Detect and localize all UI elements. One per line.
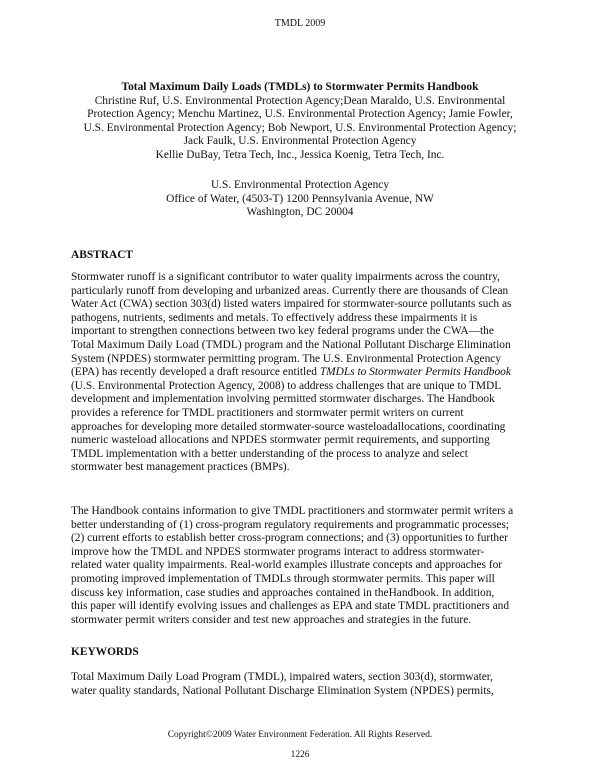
text-line: Total Maximum Daily Load (TMDL) program and the National Pollutant Discharge Elimination — [71, 338, 511, 351]
text-line: stormwater best management practices (BMPs). — [71, 461, 290, 474]
abstract-paragraph-2 — [71, 505, 531, 627]
text-line: improve how the TMDL and NPDES stormwater programs interact to address stormwater- — [71, 545, 485, 558]
author-line: Kellie DuBay, Tetra Tech, Inc., Jessica Koenig, Tetra Tech, Inc. — [155, 148, 445, 161]
text-line: development and implementation involving permitted stormwater discharges. The Handbook — [71, 393, 495, 406]
author-line: U.S. Environmental Protection Agency; Bob Newport, U.S. Environmental Protection Agency; — [83, 121, 517, 134]
text-line: TMDL implementation with a better understanding of the process to analyze and select — [71, 447, 468, 460]
address-line: Washington, DC 20004 — [246, 206, 354, 219]
text-line: (U.S. Environmental Protection Agency, 2008) to address challenges that are unique to TMDL — [71, 379, 502, 392]
address-line: U.S. Environmental Protection Agency — [210, 179, 390, 191]
paper-title: Total Maximum Daily Loads (TMDLs) to Stormwater Permits Handbook — [121, 81, 479, 93]
keywords-paragraph — [71, 671, 531, 698]
text-line: related water quality impairments. Real-world examples illustrate concepts and approaches for — [71, 559, 503, 572]
text-line: The Handbook contains information to give TMDL practitioners and stormwater permit writers a — [71, 505, 514, 517]
text-line: provides a reference for TMDL practitioners and stormwater permit writers on current — [71, 406, 464, 419]
text-line: pathogens, nutrients, sediments and metals. To effectively address these impairments it is — [71, 311, 478, 324]
author-line: Christine Ruf, U.S. Environmental Protection Agency;Dean Maraldo, U.S. Environmental — [94, 94, 506, 107]
page-number: 1226 — [290, 750, 310, 760]
text-line: numeric wasteload allocations and NPDES stormwater permit requirements, and supporting — [71, 434, 490, 447]
author-line: Jack Faulk, U.S. Environmental Protection Agency — [183, 135, 417, 148]
text-line: discuss key information, case studies and approaches contained in theHandbook. In addition, — [71, 586, 495, 599]
text-line: water quality standards, National Pollutant Discharge Elimination System (NPDES) permits, — [71, 684, 494, 697]
text-line: (2) current efforts to establish better cross-program connections; and (3) opportunities to further — [71, 532, 508, 545]
abstract-paragraph-1 — [71, 271, 531, 475]
text-line: promoting improved implementation of TMDLs through stormwater permits. This paper will — [71, 572, 495, 585]
running-header: TMDL 2009 — [274, 18, 326, 29]
title-block — [70, 81, 530, 163]
text-line: important to strengthen connections between two key federal programs under the CWA—the — [71, 325, 494, 338]
text-line: System (NPDES) stormwater permitting program. The U.S. Environmental Protection Agency — [71, 352, 502, 365]
address-block — [70, 179, 530, 220]
abstract-heading: ABSTRACT — [71, 249, 134, 261]
author-line: Protection Agency; Menchu Martinez, U.S. Environmental Protection Agency; Jamie Fowler, — [87, 108, 513, 121]
text-line: better understanding of (1) cross-program regulatory requirements and programmatic processes; — [71, 518, 510, 531]
text-line: Stormwater runoff is a significant contributor to water quality impairments across the country, — [71, 271, 500, 283]
text-line: approaches for developing more detailed stormwater-source wasteloadallocations, coordinating — [71, 420, 506, 433]
text-line: this paper will identify evolving issues and challenges as EPA and state TMDL practitioners and — [71, 600, 510, 613]
text-line: Water Act (CWA) section 303(d) listed waters impaired for stormwater-source pollutants such as — [71, 298, 512, 311]
handbook-title-italic: TMDLs to Stormwater Permits Handbook — [319, 366, 511, 379]
text-line: particularly runoff from developing and urbanized areas. Currently there are thousands of Clean — [71, 284, 509, 297]
copyright-footer: Copyright©2009 Water Environment Federation. All Rights Reserved. — [167, 730, 433, 740]
text-line: Total Maximum Daily Load Program (TMDL), impaired waters, section 303(d), stormwater, — [71, 671, 493, 683]
text-line — [71, 366, 531, 380]
address-line: Office of Water, (4503-T) 1200 Pennsylvania Avenue, NW — [166, 192, 434, 205]
text-line: stormwater permit writers consider and test new approaches and strategies in the future. — [71, 613, 472, 626]
keywords-heading: KEYWORDS — [71, 646, 139, 658]
text-span: (EPA) has recently developed a draft resource entitled — [71, 366, 320, 379]
